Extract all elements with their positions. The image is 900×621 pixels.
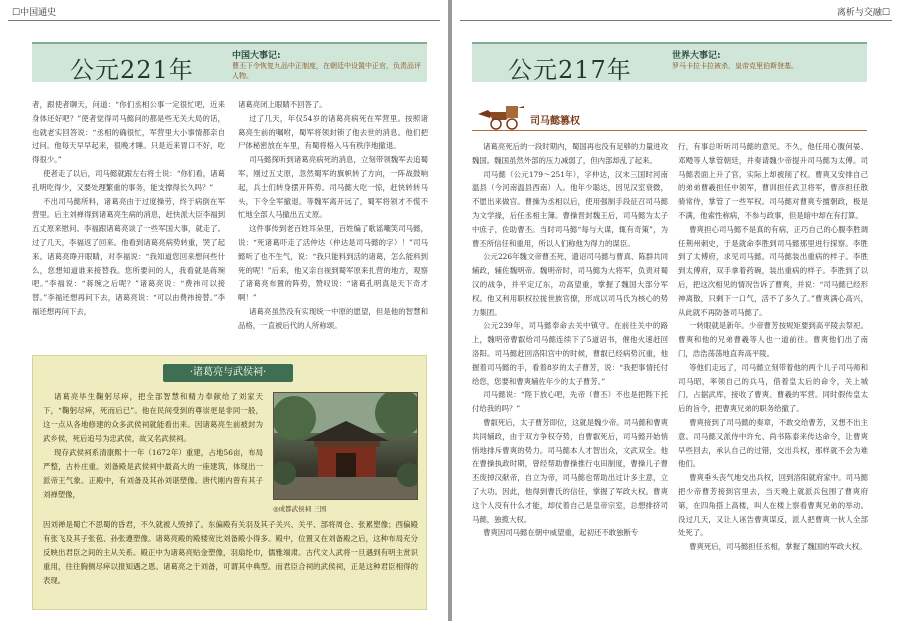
paragraph: 诸葛亮虽然没有实现统一中原的愿望，但是他的智慧和品格，一直被后代的人所称颂。 [238,306,428,330]
event-text: 曹丕下令恢复九品中正制度，在朝廷中设置中正官，负责品评人物。 [232,62,421,80]
paragraph: 曹叡死后，太子曹芳即位，这就是魏少帝。司马懿和曹爽共同辅政，由于双方争权夺势，自曹叡死后，司马懿开始悄悄地排斥曹爽的势力。司马懿本人才智出众，文武双全。他在曹操执政时期，曾经帮助曹操推行屯田制度，曹操儿子曹丕废掉汉献帝，自立为帝，司马懿也帮助出过计多主意，立了大功。因此，他得到曹氏的信任，掌握了军政大权。曹爽这个人没有什么才能，却仗着自己是皇帝宗室，总想排挤司马懿，独揽大权。 [472,417,668,524]
paragraph: 一转眼就是新年。少帝曹芳按规矩要到高平陵去祭祀。曹爽和他的兄弟曹羲等人也一道前往。曹爽他们出了南门，浩浩荡荡地直奔高平陵。 [678,321,868,358]
left-page [0,0,448,621]
paragraph: 诸葛亮死后的一段时期内，蜀国再也没有足够的力量进攻魏国。魏国虽然外部的压力减弱了，但内部却乱了起来。 [472,142,668,165]
paragraph: 行，有事总听听司马懿的意见。不久，他任用心腹何晏、邓飏等人掌管朝廷，并奏请魏少帝提升司马懿为太傅。司马懿表面上升了官，实际上却被削了权。曹爽又安排自己的弟弟曹羲担任中领军，曹训担任武卫将军，曹彦担任散骑常侍，掌管了一些军权。司马懿对曹爽专擅朝政，极是不满，他索性称病，不参与政事，但是暗中却在有打算。 [678,142,868,220]
header-rule [8,20,440,21]
square-marker-icon: ☐ [881,8,890,18]
text-column-1 [472,140,668,540]
text-column-2 [678,140,868,554]
year-title: 公元221年 [70,56,194,84]
paragraph: 现存武侯祠系清康熙十一年（1672年）重建，占地56亩，布局严整，古朴庄重。刘备殿是武侯祠中最高大的一座建筑，体现出一派帝王气象。正殿中，有刘备及其孙刘谌塑像。唐代刚内曾有其子刘禅塑像， [43,448,263,499]
paragraph: 司马懿（公元179～251年），字仲达，汉末三国时河南温县（今河南温县西南）人。他年少聪达，因见汉室衰微，不愿出来做官。曹操为丞相以后，使用强制手段征召司马懿为文学掾，后任丞相主簿。曹操晋封魏王后，司马懿为太子中庶子，佐助曹丕。当时司马懿“每与大谋，辄有奇策”，为曹丕所信任和重用，所以人们称他为得力的谋臣。 [472,169,668,248]
event-box [672,48,862,71]
sidebar-title: ·诸葛亮与武侯祠· [163,364,293,382]
paragraph: 公元226年魏文帝曹丕死，遗诏司马懿与曹真、陈群共同辅政，辅佐魏明帝。魏明帝时，司马懿为大将军，负责对蜀汉的战争，并平定辽东，功高望重，掌握了魏国大部分军权。他又利用职权拉拢世族官僚，形成以司马氏为核心的势力集团。 [472,252,668,317]
paragraph: 诸葛亮闭上眼睛不回答了。 [238,100,327,109]
year-title: 公元217年 [508,56,632,84]
paragraph: 等他们走远了，司马懿立刻带着他的两个儿子司马师和司马昭，率领自己的兵马，借着皇太后的命令，关上城门，占据武库，接收了曹爽、曹羲的军营。同时假传皇太后的旨令，把曹爽兄弟的职务给撤了。 [678,362,868,414]
running-head-right: 离析与交融☐ [836,8,890,18]
year-banner [32,42,427,82]
paragraph: 者，跟使者聊天，问道：“你们丞相公事一定很忙吧，近来身体还好吧？”使者觉得司马懿问的都是些无关大局的话，也就老实回答说：“丞相的确很忙，军营里大小事情都亲自过问。他每天早早起来，很晚才睡。只是近来胃口不好，吃得很少。” [32,100,225,165]
paragraph: 过了几天，年仅54岁的诸葛亮病死在军营里。按照诸葛亮生前的嘱咐，蜀军将领封锁了他去世的消息。他们把尸体秘密放在车里，有蜀将格入马有秩序地撤退。 [238,113,428,151]
paragraph: 不出司马懿所料，诸葛亮由于过度操劳，终于病倒在军营里。后主刘禅得到诸葛亮生病的消息，赶快派大臣李福到五丈原来慰问。李福跟诸葛亮谈了一些军国大事，就走了。过了几天，李福返了回来。他看到诸葛亮病势转重，哭了起来。诸葛亮睁开眼睛，对李福说：“我知道您回来想问些什么，您想知道谁来接替我。您所要问的人，我看就是蒋琬吧。”李福说：“蒋琬之后呢？”诸葛亮说：“费祎可以接替。”李福还想再问下去，诸葛亮说：“可以由费祎接替。”李福还想再问下去， [32,196,225,316]
paragraph: 曹爽接到了司马懿的奏章，不敢交给曹芳，又想不出主意。司马懿又派侍中许允、尚书陈泰来传达命令，让曹爽早些回去，承认自己的过错，交出兵权，那样就不会为难他们。 [678,417,868,469]
text-column-2 [238,98,428,333]
sidebar-bottom-text: 因刘禅是蜀亡不思蜀的昏君，不久就被人毁掉了。东偏殿有关羽及其子关兴、关平、部将周仓、张累塑像；西偏殿有张飞及其子张苞、孙张遵塑像。诸葛亮殿的殿楼宽比刘备殿小得多。殿中，位置又在刘备殿之后，这种布局充分反映出君臣之间的主从关系。殿正中为诸葛亮贴金塑像，羽扇纶巾，儒雅端肃。古代文人武将一旦遇到有明主赏识重用，往往胸侧尽瘁以报知遇之恩。诸葛亮之于刘备，可谓其中典型。而君臣合祠的武侯祠，正是这种君臣相得的表现。 [43,520,418,585]
temple-photo [273,392,418,500]
paragraph: 诸葛亮毕生鞠躬尽瘁，把全部智慧和精力奉献给了刘家天下，“鞠躬尽瘁，死而后已”。他在民间受到的尊崇更是非同一般，这一点从各地修建的众多武侯祠就能看出来。因诸葛亮生前被封为武乡侯，死后追号为忠武侯，故又名武侯祠。 [43,392,263,443]
paragraph: 司马懿说：“陛下放心吧，先帝（曹丕）不也是把陛下托付给我的吗？” [472,390,668,414]
paragraph: 公元239年，司马懿奉命去关中镇守。在前往关中的路上，魏明帝曹叡给司马懿连续下了5道诏书，催他火速赶回洛阳。司马懿赶回洛阳宫中的时候，曹叡已经病势沉重，他握着司马懿的手，看着8岁的太子曹芳，说：“我把事情托付给您，您要和曹爽辅佐年少的太子曹芳。” [472,321,668,386]
paragraph: 曹爽垂头丧气地交出兵权，回到洛阳就府家中。司马懿把少帝曹芳接到宫里去，当天晚上就派兵包围了曹爽府第，在四角搭上高楼，叫人在楼上察看曹爽兄弟的举动。没过几天，又让人诬告曹爽谋反，派人把曹爽一伙人全部处死了。 [678,473,868,538]
right-page [452,0,900,621]
photo-caption: ◎成都武侯祠 三国 [273,505,327,513]
section-rule [472,130,867,131]
paragraph: 曹爽因司马懿在朝中威望重，起初还不敢独断专 [483,528,639,538]
square-marker-icon: ☐ [12,8,21,18]
section-heading [472,100,867,134]
sidebar-box [32,355,427,610]
year-banner [472,42,867,82]
event-label: 中国大事记: [232,51,281,61]
header-rule [460,20,892,21]
event-text: 罗马卡拉卡拉被杀，皇帝克里伯斯登基。 [672,62,798,70]
paragraph: 使者走了以后，司马懿就跟左右将士说：“你们看，诸葛孔明吃得少，又要处理繁重的事务，能支撑得长久吗？” [32,168,225,192]
paragraph: 司马懿探听到诸葛亮病死的消息，立刻带领魏军去追蜀军。刚过五丈原，忽然蜀军的旗帜转了方向，一阵战鼓响起，兵士们转身摆开阵势。司马懿大吃一惊，赶快转转马头，下令全军撤退。等魏军离开远了，蜀军将领才不慌不忙地全部人马撤出五丈原。 [238,155,428,220]
event-label: 世界大事记: [672,51,721,61]
paragraph: 曹爽死后，司马懿担任丞相，掌握了魏国的军政大权。 [689,542,867,552]
section-title: 司马懿篡权 [530,116,580,127]
paragraph: 曹爽担心司马懿不是真的有病，正巧自己的心腹李胜调任荆州刺史，于是就命李胜到司马懿那里进行探察。李胜到了太傅府，求见司马懿。司马懿装出重病的样子。李胜到太傅府，双手拿着药碗，装出重病的样子。李胜到了以后，把这次相见的情况告诉了曹爽，并说：“司马懿已经形神离散，只剩下一口气，活不了多久了。”曹爽满心高兴，从此就不再防备司马懿了。 [678,224,868,317]
paragraph: 这件事传到老百姓耳朵里，百姓编了歌谣嘲笑司马懿，说：“死诸葛吓走了活仲达（仲达是司马懿的字）！”司马懿听了也不生气，说：“我只能料到活的诸葛，怎么能料到死的呢！”后来，他又亲自视到蜀军原来扎营的地方，观察了诸葛亮布置的阵势，赞叹说：“诸葛孔明真是天下奇才啊！” [238,224,428,303]
chariot-icon [476,100,526,130]
text-column-1 [32,98,225,319]
running-head-left: ☐中国通史 [12,8,57,18]
event-box [232,48,422,81]
sidebar-text [43,390,263,502]
